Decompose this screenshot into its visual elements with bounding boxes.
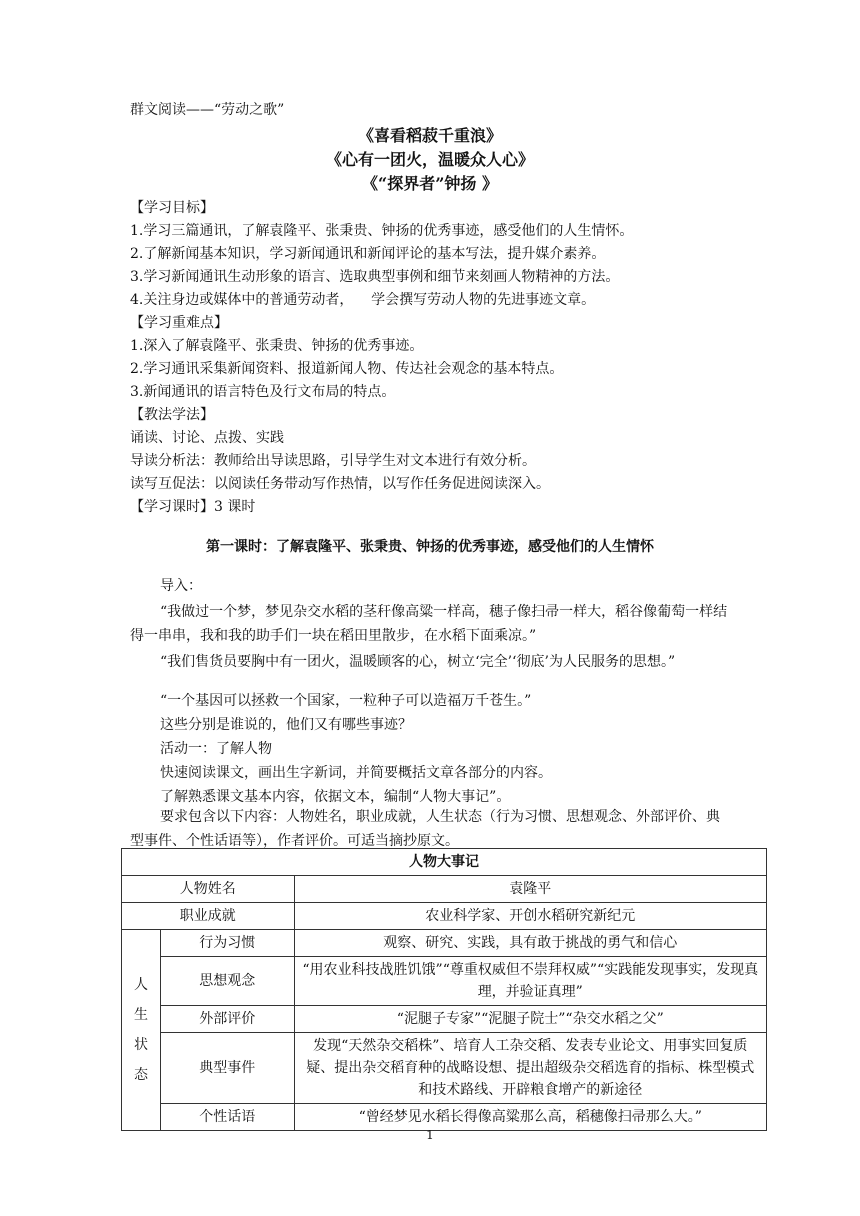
hours-line: 【学习课时】3 课时 (130, 499, 256, 515)
achievement-value: 农业科学家、开创水稻研究新纪元 (294, 903, 766, 930)
state-label: 人生状态 (122, 930, 161, 1131)
goal-item: 2.了解新闻基本知识，学习新闻通讯和新闻评论的基本写法，提升媒介素养。 (130, 246, 606, 262)
method-item: 导读分析法：教师给出导读思路，引导学生对文本进行有效分析。 (130, 453, 536, 469)
row-label: 思想观念 (160, 957, 294, 1006)
page-number: 1 (426, 1128, 434, 1142)
method-item: 读写互促法：以阅读任务带动写作热情，以写作任务促进阅读深入。 (130, 476, 550, 492)
key-point: 3.新闻通讯的语言特色及行文布局的特点。 (130, 384, 396, 400)
goal-item: 1.学习三篇通讯，了解袁隆平、张秉贵、钟扬的优秀事迹，感受他们的人生情怀。 (130, 223, 634, 239)
key-point: 2.学习通讯采集新闻资料、报道新闻人物、传达社会观念的基本特点。 (130, 361, 564, 377)
name-value: 袁隆平 (294, 876, 766, 903)
title-2: 《心有一团火，温暖众人心》 (325, 150, 534, 169)
lesson-title: 第一课时：了解袁隆平、张秉贵、钟扬的优秀事迹，感受他们的人生情怀 (206, 539, 654, 555)
row-label: 外部评价 (160, 1006, 294, 1033)
goals-heading: 【学习目标】 (130, 200, 214, 216)
goal-item: 4.关注身边或媒体中的普通劳动者， 学会撰写劳动人物的先进事迹文章。 (130, 292, 596, 308)
title-1: 《喜看稻菽千重浪》 (357, 126, 502, 145)
quote-1: “我做过一个梦，梦见杂交水稻的茎秆像高粱一样高，穗子像扫帚一样大，稻谷像葡萄一样结得一串串，我和我的助手们一块在稻田里散步，在水稻下面乘凉。” (130, 604, 728, 644)
row-label: 行为习惯 (160, 930, 294, 957)
achievement-label: 职业成就 (122, 903, 295, 930)
title-3: 《“探界者”钟扬 》 (362, 174, 498, 193)
quote-3: “一个基因可以拯救一个国家，一粒种子可以造福万千苍生。” (160, 693, 532, 709)
name-label: 人物姓名 (122, 876, 295, 903)
row-value: 观察、研究、实践，具有敢于挑战的勇气和信心 (294, 930, 766, 957)
header-line: 群文阅读——“劳动之歌” (130, 102, 285, 118)
row-value: “曾经梦见水稻长得像高粱那么高，稻穗像扫帚那么大。” (294, 1104, 766, 1131)
task-requirements: 要求包含以下内容：人物姓名，职业成就，人生状态（行为习惯、思想观念、外部评价、典型事件、个性话语等），作者评价。可适当摘抄原文。 (130, 809, 720, 849)
activity-heading: 活动一：了解人物 (160, 741, 272, 757)
row-value: “用农业科技战胜饥饿”“尊重权威但不崇拜权威”“实践能发现事实，发现真理，并验证真理” (294, 957, 766, 1006)
row-label: 典型事件 (160, 1033, 294, 1104)
table-title: 人物大事记 (122, 849, 767, 876)
row-label: 个性话语 (160, 1104, 294, 1131)
row-value: 发现“天然杂交稻株”、培育人工杂交稻、发表专业论文、用事实回复质疑、提出杂交稻育种的战略设想、提出超级杂交稻选育的指标、株型模式和技术路线、开辟粮食增产的新途径 (294, 1033, 766, 1104)
task-line: 了解熟悉课文基本内容，依据文本，编制“人物大事记”。 (160, 789, 511, 805)
method-item: 诵读、讨论、点拨、实践 (130, 430, 284, 446)
row-value: “泥腿子专家”“泥腿子院士”“杂交水稻之父” (294, 1006, 766, 1033)
goal-item: 3.学习新闻通讯生动形象的语言、选取典型事例和细节来刻画人物精神的方法。 (130, 269, 620, 285)
record-table (121, 848, 767, 1131)
quote-2: “我们售货员要胸中有一团火，温暖顾客的心，树立‘完全’‘彻底’为人民服务的思想。” (160, 654, 676, 670)
method-heading: 【教法学法】 (130, 407, 214, 423)
key-heading: 【学习重难点】 (130, 315, 228, 331)
task-line: 快速阅读课文，画出生字新词，并简要概括文章各部分的内容。 (160, 765, 552, 781)
question-line: 这些分别是谁说的，他们又有哪些事迹？ (160, 717, 412, 733)
key-point: 1.深入了解袁隆平、张秉贵、钟扬的优秀事迹。 (130, 338, 424, 354)
intro-label: 导入： (160, 578, 202, 594)
